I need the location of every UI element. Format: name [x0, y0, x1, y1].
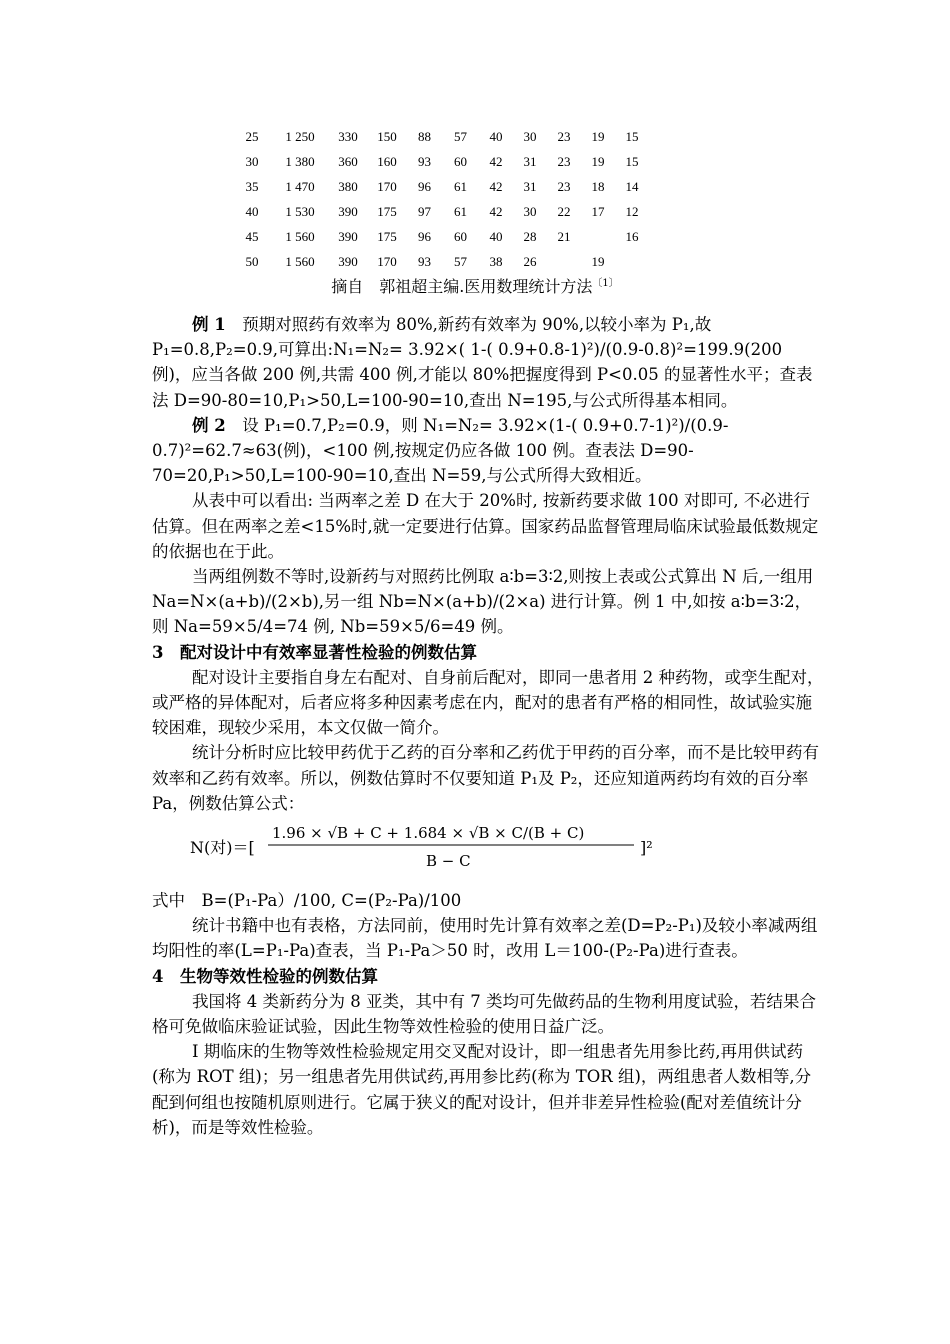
- table-cell: 45: [245, 228, 259, 244]
- table-row: [232, 174, 650, 199]
- table-cell: 22: [557, 203, 571, 219]
- table-cell: 17: [591, 203, 605, 219]
- formula-lhs: N(对)＝[: [190, 838, 255, 858]
- table-cell: 14: [625, 178, 639, 194]
- table-cell: 50: [245, 253, 259, 269]
- table-cell: 97: [418, 203, 431, 219]
- formula-graphic: [186, 820, 746, 880]
- example-1-text: 预期对照药有效率为 80%,新药有效率为 90%,以较小率为 P₁,故 P₁=0.8,P₂=0.9,可算出:N₁=N₂= 3.92×( 1-( 0.9+0.8-1)²)/(0.9-0.8)²=199.9(200 例)，应当各做 200 例,共需 400 例,才能以 80%把握度得到 P<0.05 的显著性水平；查表法 D=90-80=10,P₁>50,L=100-90=10,查出 N=195,与公式所得基本相同。: [152, 315, 813, 410]
- table-cell: 19: [591, 253, 605, 269]
- table-cell: 35: [245, 178, 259, 194]
- table-cell: 57: [454, 253, 467, 269]
- table-cell: [582, 224, 614, 249]
- table-cell: 330: [338, 128, 358, 144]
- table-body: [232, 124, 650, 274]
- table-cell: 23: [557, 178, 571, 194]
- table-cell: 93: [418, 253, 431, 269]
- table-cell: 380: [338, 178, 358, 194]
- table-row: [232, 249, 650, 274]
- table-cell: 42: [489, 153, 503, 169]
- section-3-para-1: 配对设计主要指自身左右配对、自身前后配对，即同一患者用 2 种药物，或孪生配对，或严格的异体配对，后者应将多种因素考虑在内，配对的患者有严格的相同性，故试验实施较困难，现较少采用，本文仅做一简介。: [152, 667, 824, 738]
- example-1-label: 例 1: [192, 315, 226, 334]
- table-cell: 1 560: [285, 253, 315, 269]
- table-cell: 40: [245, 203, 259, 219]
- example-2: [152, 413, 824, 489]
- body-text: [152, 312, 824, 1140]
- table-cell: 60: [454, 228, 467, 244]
- section-3-para-3: 统计书籍中也有表格，方法同前，使用时先计算有效率之差(D=P₂-P₁)及较小率减两组均阳性的率(L=P₁-Pa)查表，当 P₁-Pa＞50 时，改用 L＝100-(P₂-Pa)进行查表。: [152, 916, 818, 961]
- table-cell: 19: [591, 153, 605, 169]
- para-ratio: 当两组例数不等时,设新药与对照药比例取 a∶b=3∶2,则按上表或公式算出 N 后,一组用 Na=N×(a+b)/(2×b),另一组 Nb=N×(a+b)/(2×a) 进行计算。例 1 中,如按 a∶b=3∶2，则 Na=59×5/4=74 例, Nb=59×5/6=49 例。: [152, 567, 814, 637]
- table-cell: 390: [338, 253, 358, 269]
- table-cell: 60: [454, 153, 467, 169]
- table-cell: 1 250: [285, 128, 315, 144]
- table-cell: 40: [489, 128, 503, 144]
- table-cell: [614, 249, 650, 274]
- table-cell: 31: [523, 153, 537, 169]
- table-cell: 15: [625, 153, 639, 169]
- table-cell: 23: [557, 153, 571, 169]
- example-1: [152, 312, 824, 413]
- table-cell: 38: [489, 253, 503, 269]
- section-4-heading: 4 生物等效性检验的例数估算: [152, 966, 378, 986]
- table-cell: 18: [591, 178, 605, 194]
- table-cell: 1 380: [285, 153, 315, 169]
- caption-text: 摘自 郭祖超主编.医用数理统计方法: [331, 277, 593, 296]
- table-cell: 61: [454, 178, 467, 194]
- table-row: [232, 199, 650, 224]
- table-cell: 160: [377, 153, 397, 169]
- table-cell: 57: [454, 128, 467, 144]
- formula-where: 式中 B=(P₁-Pa）/100, C=(P₂-Pa)/100: [152, 891, 462, 911]
- table-row: [232, 149, 650, 174]
- table-cell: 1 560: [285, 228, 315, 244]
- table-cell: 26: [523, 253, 537, 269]
- table-cell: 96: [418, 228, 431, 244]
- table-cell: 16: [625, 228, 639, 244]
- table-cell: 12: [625, 203, 639, 219]
- table-cell: 30: [523, 128, 537, 144]
- table-cell: 42: [489, 203, 503, 219]
- table-cell: 25: [245, 128, 259, 144]
- formula-numerator: 1.96 × √B + C + 1.684 × √B × C/(B + C): [272, 824, 585, 843]
- table-cell: 175: [377, 203, 397, 219]
- para-table: 从表中可以看出: 当两率之差 D 在大于 20%时, 按新药要求做 100 对即可, 不必进行估算。但在两率之差<15%时,就一定要进行估算。国家药品监督管理局临床试验最低数规定的依据也在于此。: [152, 491, 819, 561]
- sample-size-table: [232, 124, 650, 274]
- section-4-para-2: I 期临床的生物等效性检验规定用交叉配对设计，即一组患者先用参比药,再用供试药(称为 ROT 组)；另一组患者先用供试药,再用参比药(称为 TOR 组)，两组患者人数相等,分配到何组也按随机原则进行。它属于狭义的配对设计，但并非差异性检验(配对差值统计分析)，而是等效性检验。: [152, 1042, 812, 1137]
- table-cell: 93: [418, 153, 431, 169]
- table-cell: [546, 249, 582, 274]
- table-cell: 390: [338, 228, 358, 244]
- section-4-para-1: 我国将 4 类新药分为 8 亚类，其中有 7 类均可先做药品的生物利用度试验，若结果合格可免做临床验证试验，因此生物等效性检验的使用日益广泛。: [152, 991, 816, 1037]
- table-cell: 1 530: [285, 203, 315, 219]
- table-row: [232, 124, 650, 149]
- table-cell: 30: [245, 153, 259, 169]
- table-cell: 150: [377, 128, 397, 144]
- caption-ref: 〔1〕: [592, 278, 619, 289]
- table-cell: 88: [418, 128, 431, 144]
- table-cell: 28: [523, 228, 537, 244]
- table-cell: 31: [523, 178, 537, 194]
- section-3-heading: 3 配对设计中有效率显著性检验的例数估算: [152, 642, 477, 662]
- table-row: [232, 224, 650, 249]
- sample-size-formula: [152, 816, 824, 888]
- formula-rhs: ]²: [640, 838, 653, 858]
- table-cell: 360: [338, 153, 358, 169]
- table-cell: 170: [377, 178, 397, 194]
- table-cell: 175: [377, 228, 397, 244]
- table-cell: 1 470: [285, 178, 315, 194]
- table-cell: 390: [338, 203, 358, 219]
- table-cell: 40: [489, 228, 503, 244]
- example-2-text: 设 P₁=0.7,P₂=0.9，则 N₁=N₂= 3.92×(1-( 0.9+0.7-1)²)/(0.9-0.7)²=62.7≈63(例)，<100 例,按规定仍应各做 100 例。查表法 D=90-70=20,P₁>50,L=100-90=10,查出 N=59,与公式所得大致相近。: [152, 415, 729, 486]
- table-cell: 19: [591, 128, 605, 144]
- table-cell: 170: [377, 253, 397, 269]
- table-cell: 15: [625, 128, 639, 144]
- table-cell: 23: [557, 128, 571, 144]
- table-cell: 61: [454, 203, 467, 219]
- table-cell: 30: [523, 203, 537, 219]
- table-cell: 96: [418, 178, 431, 194]
- section-3-para-2: 统计分析时应比较甲药优于乙药的百分率和乙药优于甲药的百分率，而不是比较甲药有效率和乙药有效率。所以，例数估算时不仅要知道 P₁及 P₂，还应知道两药均有效的百分率 Pa，例数估算公式：: [152, 743, 819, 813]
- example-2-label: 例 2: [192, 415, 226, 435]
- table-caption: [0, 274, 950, 297]
- table-cell: 21: [557, 228, 571, 244]
- table-cell: 42: [489, 178, 503, 194]
- formula-denominator: B − C: [426, 852, 471, 871]
